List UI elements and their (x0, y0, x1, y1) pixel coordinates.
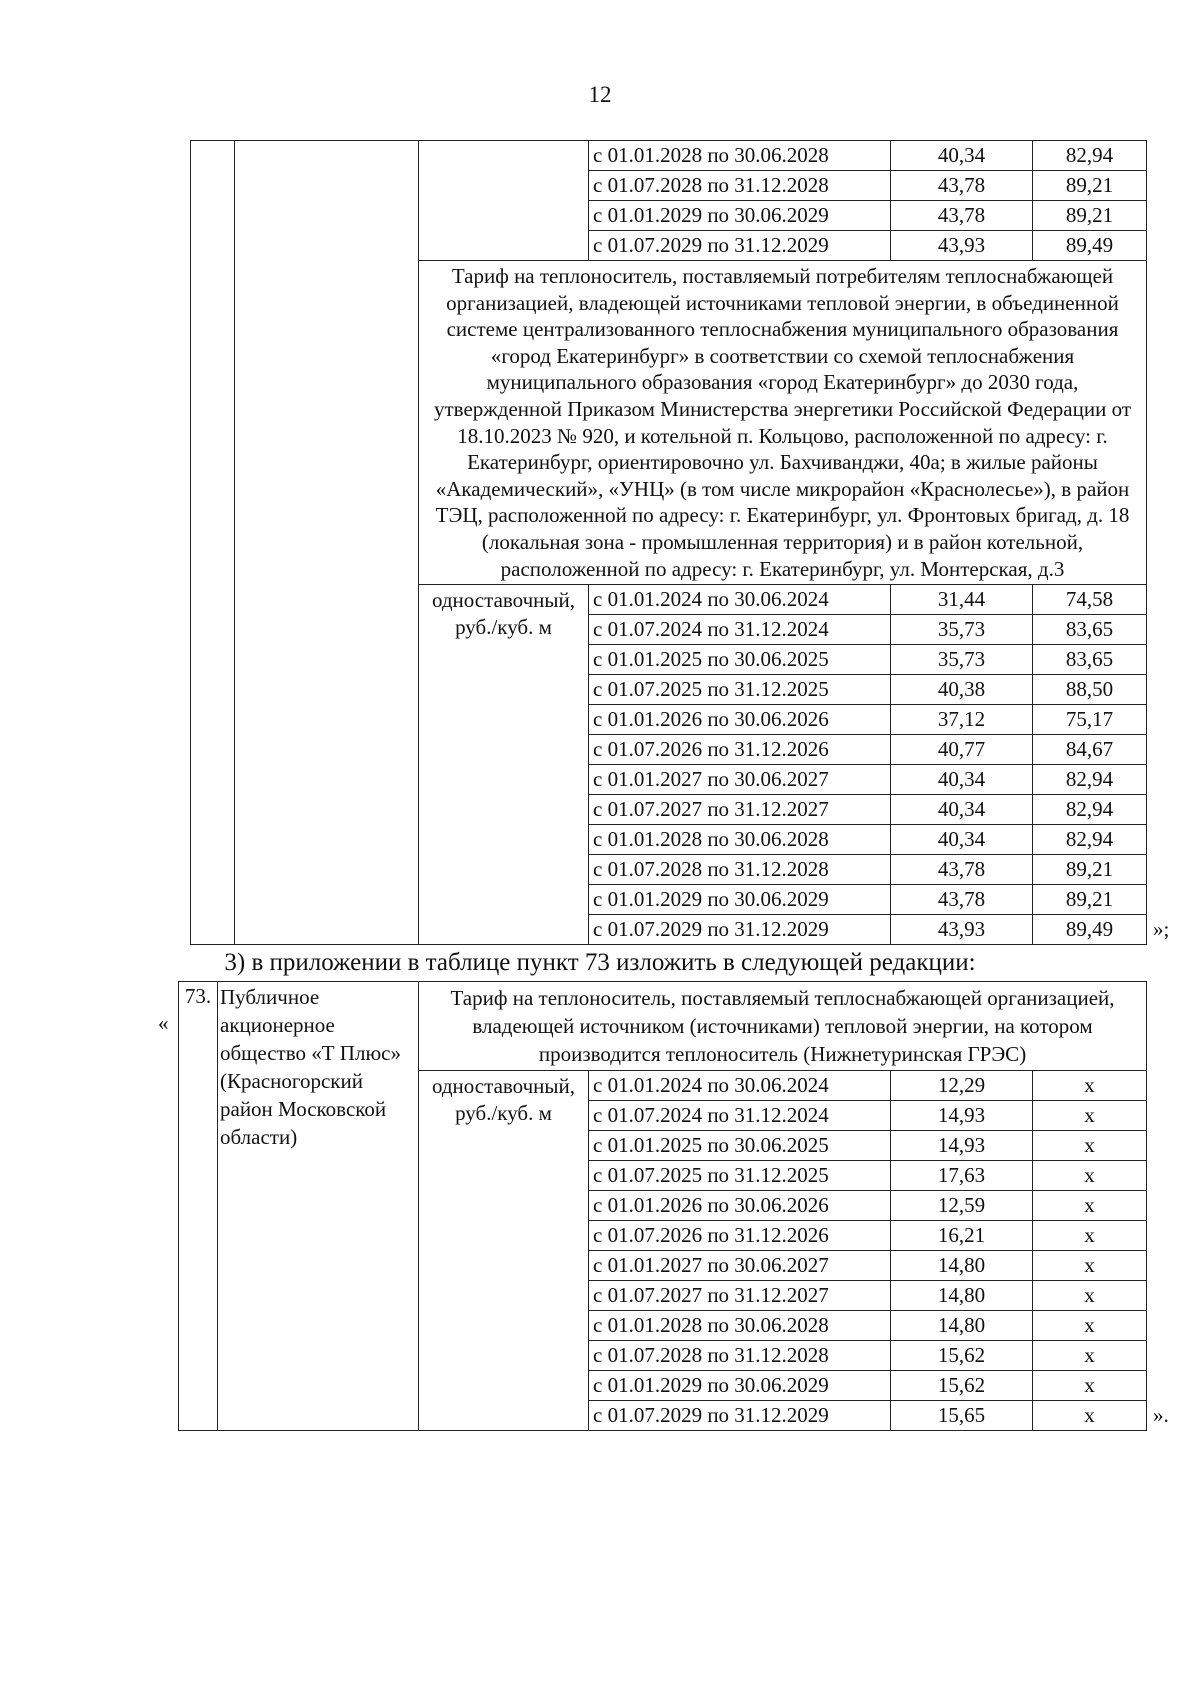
value-1-cell: 12,59 (891, 1191, 1033, 1221)
tariff-title-cell: Тариф на теплоноситель, поставляемый теплоснабжающей организацией, владеющей источником (источниками) тепловой энергии, на котором производится теплоноситель (Нижнетуринская ГРЭС) (419, 982, 1147, 1071)
value-1-cell: 43,93 (891, 915, 1033, 945)
tariff-type-cell: одноставочный, руб./куб. м (419, 585, 589, 945)
value-2-cell: x (1033, 1341, 1147, 1371)
value-1-cell: 40,34 (891, 141, 1033, 171)
value-2-cell: 83,65 (1033, 645, 1147, 675)
value-1-cell: 31,44 (891, 585, 1033, 615)
period-cell: с 01.07.2027 по 31.12.2027 (589, 1281, 891, 1311)
value-2-cell: x (1033, 1371, 1147, 1401)
value-2-cell: 89,49 (1033, 915, 1147, 945)
value-2-cell: x (1033, 1071, 1147, 1101)
value-1-cell: 40,38 (891, 675, 1033, 705)
value-2-cell: x (1033, 1191, 1147, 1221)
period-cell: с 01.07.2029 по 31.12.2029 (589, 1401, 891, 1431)
value-1-cell: 12,29 (891, 1071, 1033, 1101)
value-1-cell: 43,78 (891, 885, 1033, 915)
value-2-cell: 89,21 (1033, 885, 1147, 915)
tariff-table-continued (190, 140, 1147, 945)
period-cell: с 01.01.2028 по 30.06.2028 (589, 1311, 891, 1341)
value-1-cell: 15,62 (891, 1341, 1033, 1371)
period-cell: с 01.01.2028 по 30.06.2028 (589, 141, 891, 171)
period-cell: с 01.07.2024 по 31.12.2024 (589, 1101, 891, 1131)
value-1-cell: 43,78 (891, 201, 1033, 231)
period-cell: с 01.07.2029 по 31.12.2029 (589, 915, 891, 945)
value-2-cell: x (1033, 1311, 1147, 1341)
value-1-cell: 17,63 (891, 1161, 1033, 1191)
value-1-cell: 15,62 (891, 1371, 1033, 1401)
value-1-cell: 14,80 (891, 1251, 1033, 1281)
section-heading: 3) в приложении в таблице пункт 73 изложить в следующей редакции: (224, 949, 976, 977)
table-row (179, 982, 1147, 1071)
period-cell: с 01.07.2025 по 31.12.2025 (589, 1161, 891, 1191)
period-cell: с 01.01.2025 по 30.06.2025 (589, 1131, 891, 1161)
period-cell: с 01.07.2026 по 31.12.2026 (589, 735, 891, 765)
value-2-cell: x (1033, 1251, 1147, 1281)
value-2-cell: x (1033, 1101, 1147, 1131)
period-cell: с 01.01.2024 по 30.06.2024 (589, 1071, 891, 1101)
period-cell: с 01.07.2024 по 31.12.2024 (589, 615, 891, 645)
value-2-cell: 75,17 (1033, 705, 1147, 735)
closing-quote-1: »; (1153, 916, 1170, 941)
value-2-cell: 74,58 (1033, 585, 1147, 615)
tariff-title-cell: Тариф на теплоноситель, поставляемый потребителям теплоснабжающей организацией, владеющей источниками тепловой энергии, в объединенной системе централизованного теплоснабжения муниципального образования «город Екатеринбург» в соответствии со схемой теплоснабжения муниципального образования «город Екатеринбург» до 2030 года, утвержденной Приказом Министерства энергетики Российской Федерации от 18.10.2023 № 920, и котельной п. Кольцово, расположенной по адресу: г. Екатеринбург, ориентировочно ул. Бахчиванджи, 40а; в жилые районы «Академический», «УНЦ» (в том числе микрорайон «Краснолесье»), в район ТЭЦ, расположенной по адресу: г. Екатеринбург, ул. Фронтовых бригад, д. 18 (локальная зона - промышленная территория) и в район котельной, расположенной по адресу: г. Екатеринбург, ул. Монтерская, д.3 (419, 261, 1147, 585)
period-cell: с 01.01.2025 по 30.06.2025 (589, 645, 891, 675)
period-cell: с 01.07.2028 по 31.12.2028 (589, 171, 891, 201)
value-1-cell: 43,93 (891, 231, 1033, 261)
page-number: 12 (588, 82, 612, 107)
value-2-cell: 89,21 (1033, 171, 1147, 201)
period-cell: с 01.01.2029 по 30.06.2029 (589, 885, 891, 915)
value-1-cell: 40,34 (891, 825, 1033, 855)
period-cell: с 01.01.2026 по 30.06.2026 (589, 705, 891, 735)
closing-quote-2: ». (1153, 1402, 1169, 1427)
value-2-cell: x (1033, 1281, 1147, 1311)
table1-empty-col-1 (191, 141, 235, 945)
period-cell: с 01.01.2027 по 30.06.2027 (589, 765, 891, 795)
item-number-cell: 73. (179, 982, 218, 1431)
value-1-cell: 40,77 (891, 735, 1033, 765)
period-cell: с 01.07.2026 по 31.12.2026 (589, 1221, 891, 1251)
value-2-cell: 83,65 (1033, 615, 1147, 645)
table2-body (179, 982, 1147, 1431)
value-1-cell: 35,73 (891, 645, 1033, 675)
value-2-cell: 84,67 (1033, 735, 1147, 765)
table-row (191, 141, 1147, 171)
period-cell: с 01.01.2029 по 30.06.2029 (589, 1371, 891, 1401)
value-1-cell: 14,93 (891, 1131, 1033, 1161)
period-cell: с 01.07.2027 по 31.12.2027 (589, 795, 891, 825)
value-2-cell: 89,21 (1033, 855, 1147, 885)
value-2-cell: 88,50 (1033, 675, 1147, 705)
value-1-cell: 14,93 (891, 1101, 1033, 1131)
tariff-type-cell: одноставочный, руб./куб. м (419, 1071, 589, 1431)
period-cell: с 01.01.2024 по 30.06.2024 (589, 585, 891, 615)
value-2-cell: 82,94 (1033, 825, 1147, 855)
tariff-table-item-73 (178, 981, 1147, 1431)
value-1-cell: 14,80 (891, 1281, 1033, 1311)
period-cell: с 01.01.2029 по 30.06.2029 (589, 201, 891, 231)
period-cell: с 01.01.2028 по 30.06.2028 (589, 825, 891, 855)
value-2-cell: 82,94 (1033, 141, 1147, 171)
organization-cell: Публичное акционерное общество «Т Плюс» (Красногорский район Московской области) (218, 982, 419, 1431)
value-1-cell: 40,34 (891, 795, 1033, 825)
value-2-cell: 82,94 (1033, 795, 1147, 825)
value-1-cell: 40,34 (891, 765, 1033, 795)
value-2-cell: 82,94 (1033, 765, 1147, 795)
table1-body (191, 141, 1147, 945)
period-cell: с 01.07.2028 по 31.12.2028 (589, 855, 891, 885)
value-2-cell: x (1033, 1401, 1147, 1431)
table1-empty-col-3 (419, 141, 589, 261)
value-1-cell: 43,78 (891, 855, 1033, 885)
value-1-cell: 15,65 (891, 1401, 1033, 1431)
period-cell: с 01.01.2026 по 30.06.2026 (589, 1191, 891, 1221)
value-2-cell: 89,49 (1033, 231, 1147, 261)
value-1-cell: 16,21 (891, 1221, 1033, 1251)
value-2-cell: 89,21 (1033, 201, 1147, 231)
value-1-cell: 37,12 (891, 705, 1033, 735)
table1-empty-col-2 (235, 141, 419, 945)
opening-quote: « (158, 1011, 169, 1036)
value-1-cell: 14,80 (891, 1311, 1033, 1341)
value-2-cell: x (1033, 1131, 1147, 1161)
period-cell: с 01.01.2027 по 30.06.2027 (589, 1251, 891, 1281)
value-1-cell: 43,78 (891, 171, 1033, 201)
value-2-cell: x (1033, 1161, 1147, 1191)
value-1-cell: 35,73 (891, 615, 1033, 645)
value-2-cell: x (1033, 1221, 1147, 1251)
period-cell: с 01.07.2028 по 31.12.2028 (589, 1341, 891, 1371)
period-cell: с 01.07.2029 по 31.12.2029 (589, 231, 891, 261)
period-cell: с 01.07.2025 по 31.12.2025 (589, 675, 891, 705)
